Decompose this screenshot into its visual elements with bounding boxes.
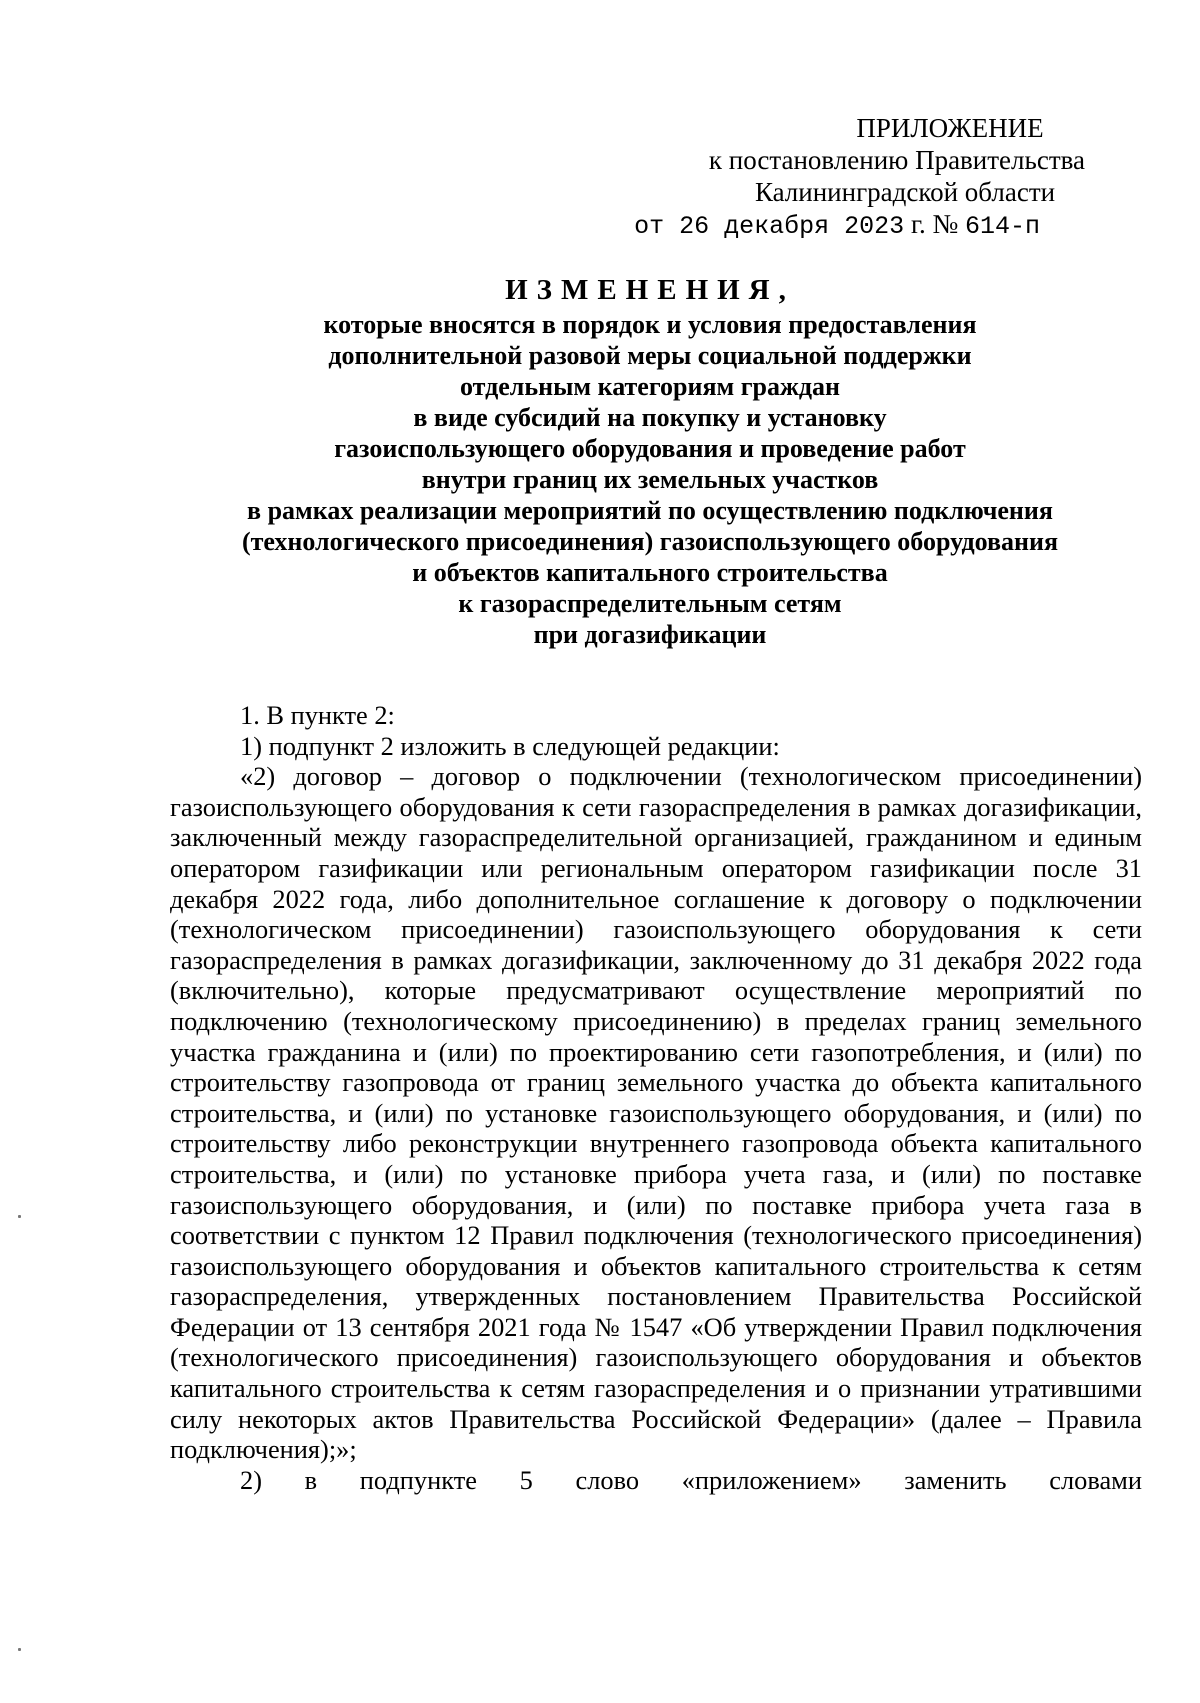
document-body bbox=[170, 700, 1142, 1495]
subtitle-line: в рамках реализации мероприятий по осуществлению подключения bbox=[247, 496, 1053, 525]
subtitle-line: к газораспределительным сетям bbox=[458, 589, 842, 618]
document-title-block bbox=[170, 273, 1130, 650]
subtitle-line: газоиспользующего оборудования и проведение работ bbox=[334, 434, 966, 463]
appendix-line-1: к постановлению Правительства bbox=[708, 145, 1085, 175]
appendix-title: ПРИЛОЖЕНИЕ bbox=[856, 113, 1044, 143]
paragraph-1: 1. В пункте 2: bbox=[240, 700, 395, 730]
subtitle-line: дополнительной разовой меры социальной поддержки bbox=[328, 341, 972, 370]
appendix-line-2: Калининградской области bbox=[754, 177, 1056, 207]
paragraph-2: 1) подпункт 2 изложить в следующей редакции: bbox=[240, 730, 780, 761]
date-prefix: от 26 декабря 2023 bbox=[634, 212, 905, 241]
document-title: ИЗМЕНЕНИЯ, bbox=[505, 274, 795, 306]
date-number: 614-п bbox=[964, 212, 1040, 241]
appendix-date bbox=[565, 208, 1040, 243]
subtitle-line: которые вносятся в порядок и условия предоставления bbox=[323, 310, 977, 339]
subtitle-line: (технологического присоединения) газоиспользующего оборудования bbox=[241, 527, 1059, 556]
subtitle-line: отдельным категориям граждан bbox=[460, 372, 840, 401]
subtitle-line: в виде субсидий на покупку и установку bbox=[413, 403, 887, 432]
subtitle-line: при догазификации bbox=[533, 620, 767, 649]
scan-speck bbox=[18, 1215, 21, 1218]
scan-speck bbox=[18, 1648, 21, 1651]
appendix-header bbox=[565, 112, 1085, 243]
subtitle-line: и объектов капитального строительства bbox=[412, 558, 888, 587]
subtitle-line: внутри границ их земельных участков bbox=[421, 465, 879, 494]
paragraph-4: 2) в подпункте 5 слово «приложением» заменить словами bbox=[240, 1464, 1142, 1495]
date-mid: г. № bbox=[910, 209, 959, 239]
paragraph-3: «2) договор – договор о подключении (технологическом присоединении) газоиспользующего оборудования к сети газораспределения в рамках догазификации, заключенный между газораспределительной организацией, гражданином и единым оператором газификации или региональным оператором газификации после 31 декабря 2022 года, либо дополнительное соглашение к договору о подключении (технологическом присоединении) газоиспользующего оборудования к сети газораспределения в рамках догазификации, заключенному до 31 декабря 2022 года (включительно), которые предусматривают осуществление мероприятий по подключению (технологическому присоединению) в пределах границ земельного участка гражданина и (или) по проектированию сети газопотребления, и (или) по строительству газопровода от границ земельного участка до объекта капитального строительства, и (или) по установке газоиспользующего оборудования, и (или) по строительству либо реконструкции внутреннего газопровода объекта капитального строительства, и (или) по установке прибора учета газа, и (или) по поставке газоиспользующего оборудования, и (или) по поставке прибора учета газа в соответствии с пунктом 12 Правил подключения (технологического присоединения) газоиспользующего оборудования и объектов капитального строительства к сетям газораспределения, утвержденных постановлением Правительства Российской Федерации от 13 сентября 2021 года № 1547 «Об утверждении Правил подключения (технологического присоединения) газоиспользующего оборудования и объектов капитального строительства к сетям газораспределения и о признании утратившими силу некоторых актов Правительства Российской Федерации» (далее – Правила подключения);»; bbox=[170, 761, 1142, 1465]
